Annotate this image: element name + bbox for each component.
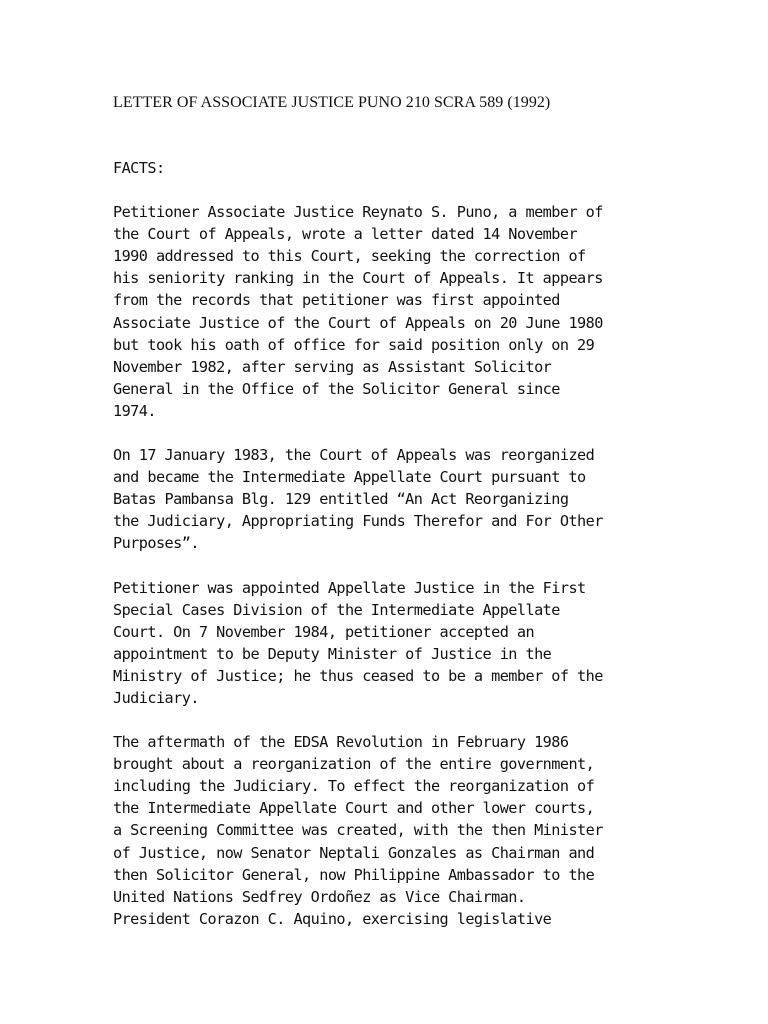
paragraph-line: On 17 January 1983, the Court of Appeals was reorganized — [113, 446, 595, 465]
paragraph-4 — [113, 731, 673, 930]
paragraph-1 — [113, 201, 673, 422]
paragraph-line: Ministry of Justice; he thus ceased to be a member of the — [113, 666, 603, 685]
paragraph-line: General in the Office of the Solicitor General since — [113, 379, 560, 398]
paragraph-line: Court. On 7 November 1984, petitioner accepted an — [113, 622, 535, 641]
paragraph-line: 1990 addressed to this Court, seeking the correction of — [113, 247, 586, 266]
document-body — [113, 157, 673, 952]
paragraph-line: the Court of Appeals, wrote a letter dated 14 November — [113, 225, 578, 244]
paragraph-line: from the records that petitioner was first appointed — [113, 291, 560, 310]
paragraph-line: including the Judiciary. To effect the reorganization of — [113, 777, 595, 796]
paragraph-line: Petitioner Associate Justice Reynato S. Puno, a member of — [113, 203, 603, 222]
paragraph-line: President Corazon C. Aquino, exercising legislative — [113, 909, 552, 928]
paragraph-line: a Screening Committee was created, with the then Minister — [113, 821, 603, 840]
document-title: LETTER OF ASSOCIATE JUSTICE PUNO 210 SCRA 589 (1992) — [113, 94, 551, 111]
paragraph-line: United Nations Sedfrey Ordoñez as Vice Chairman. — [113, 887, 526, 906]
paragraph-line: of Justice, now Senator Neptali Gonzales as Chairman and — [113, 843, 595, 862]
paragraph-line: and became the Intermediate Appellate Court pursuant to — [113, 468, 586, 487]
paragraph-line: Judiciary. — [113, 688, 199, 707]
paragraph-line: but took his oath of office for said position only on 29 — [113, 335, 595, 354]
paragraph-line: Special Cases Division of the Intermediate Appellate — [113, 600, 560, 619]
paragraph-line: Petitioner was appointed Appellate Justice in the First — [113, 578, 586, 597]
paragraph-line: then Solicitor General, now Philippine Ambassador to the — [113, 865, 595, 884]
paragraph-line: November 1982, after serving as Assistant Solicitor — [113, 357, 552, 376]
paragraph-line: appointment to be Deputy Minister of Justice in the — [113, 644, 552, 663]
paragraph-line: his seniority ranking in the Court of Appeals. It appears — [113, 269, 603, 288]
paragraph-line: the Intermediate Appellate Court and other lower courts, — [113, 799, 595, 818]
paragraph-line: Batas Pambansa Blg. 129 entitled “An Act Reorganizing — [113, 490, 569, 509]
paragraph-line: the Judiciary, Appropriating Funds Therefor and For Other — [113, 512, 603, 531]
paragraph-line: Purposes”. — [113, 534, 199, 553]
paragraph-line: brought about a reorganization of the entire government, — [113, 755, 595, 774]
paragraph-line: Associate Justice of the Court of Appeals on 20 June 1980 — [113, 313, 603, 332]
paragraph-line: The aftermath of the EDSA Revolution in February 1986 — [113, 733, 569, 752]
paragraph-line: 1974. — [113, 401, 156, 420]
paragraph-3 — [113, 577, 673, 710]
paragraph-2 — [113, 444, 673, 554]
facts-heading: FACTS: — [113, 159, 165, 177]
